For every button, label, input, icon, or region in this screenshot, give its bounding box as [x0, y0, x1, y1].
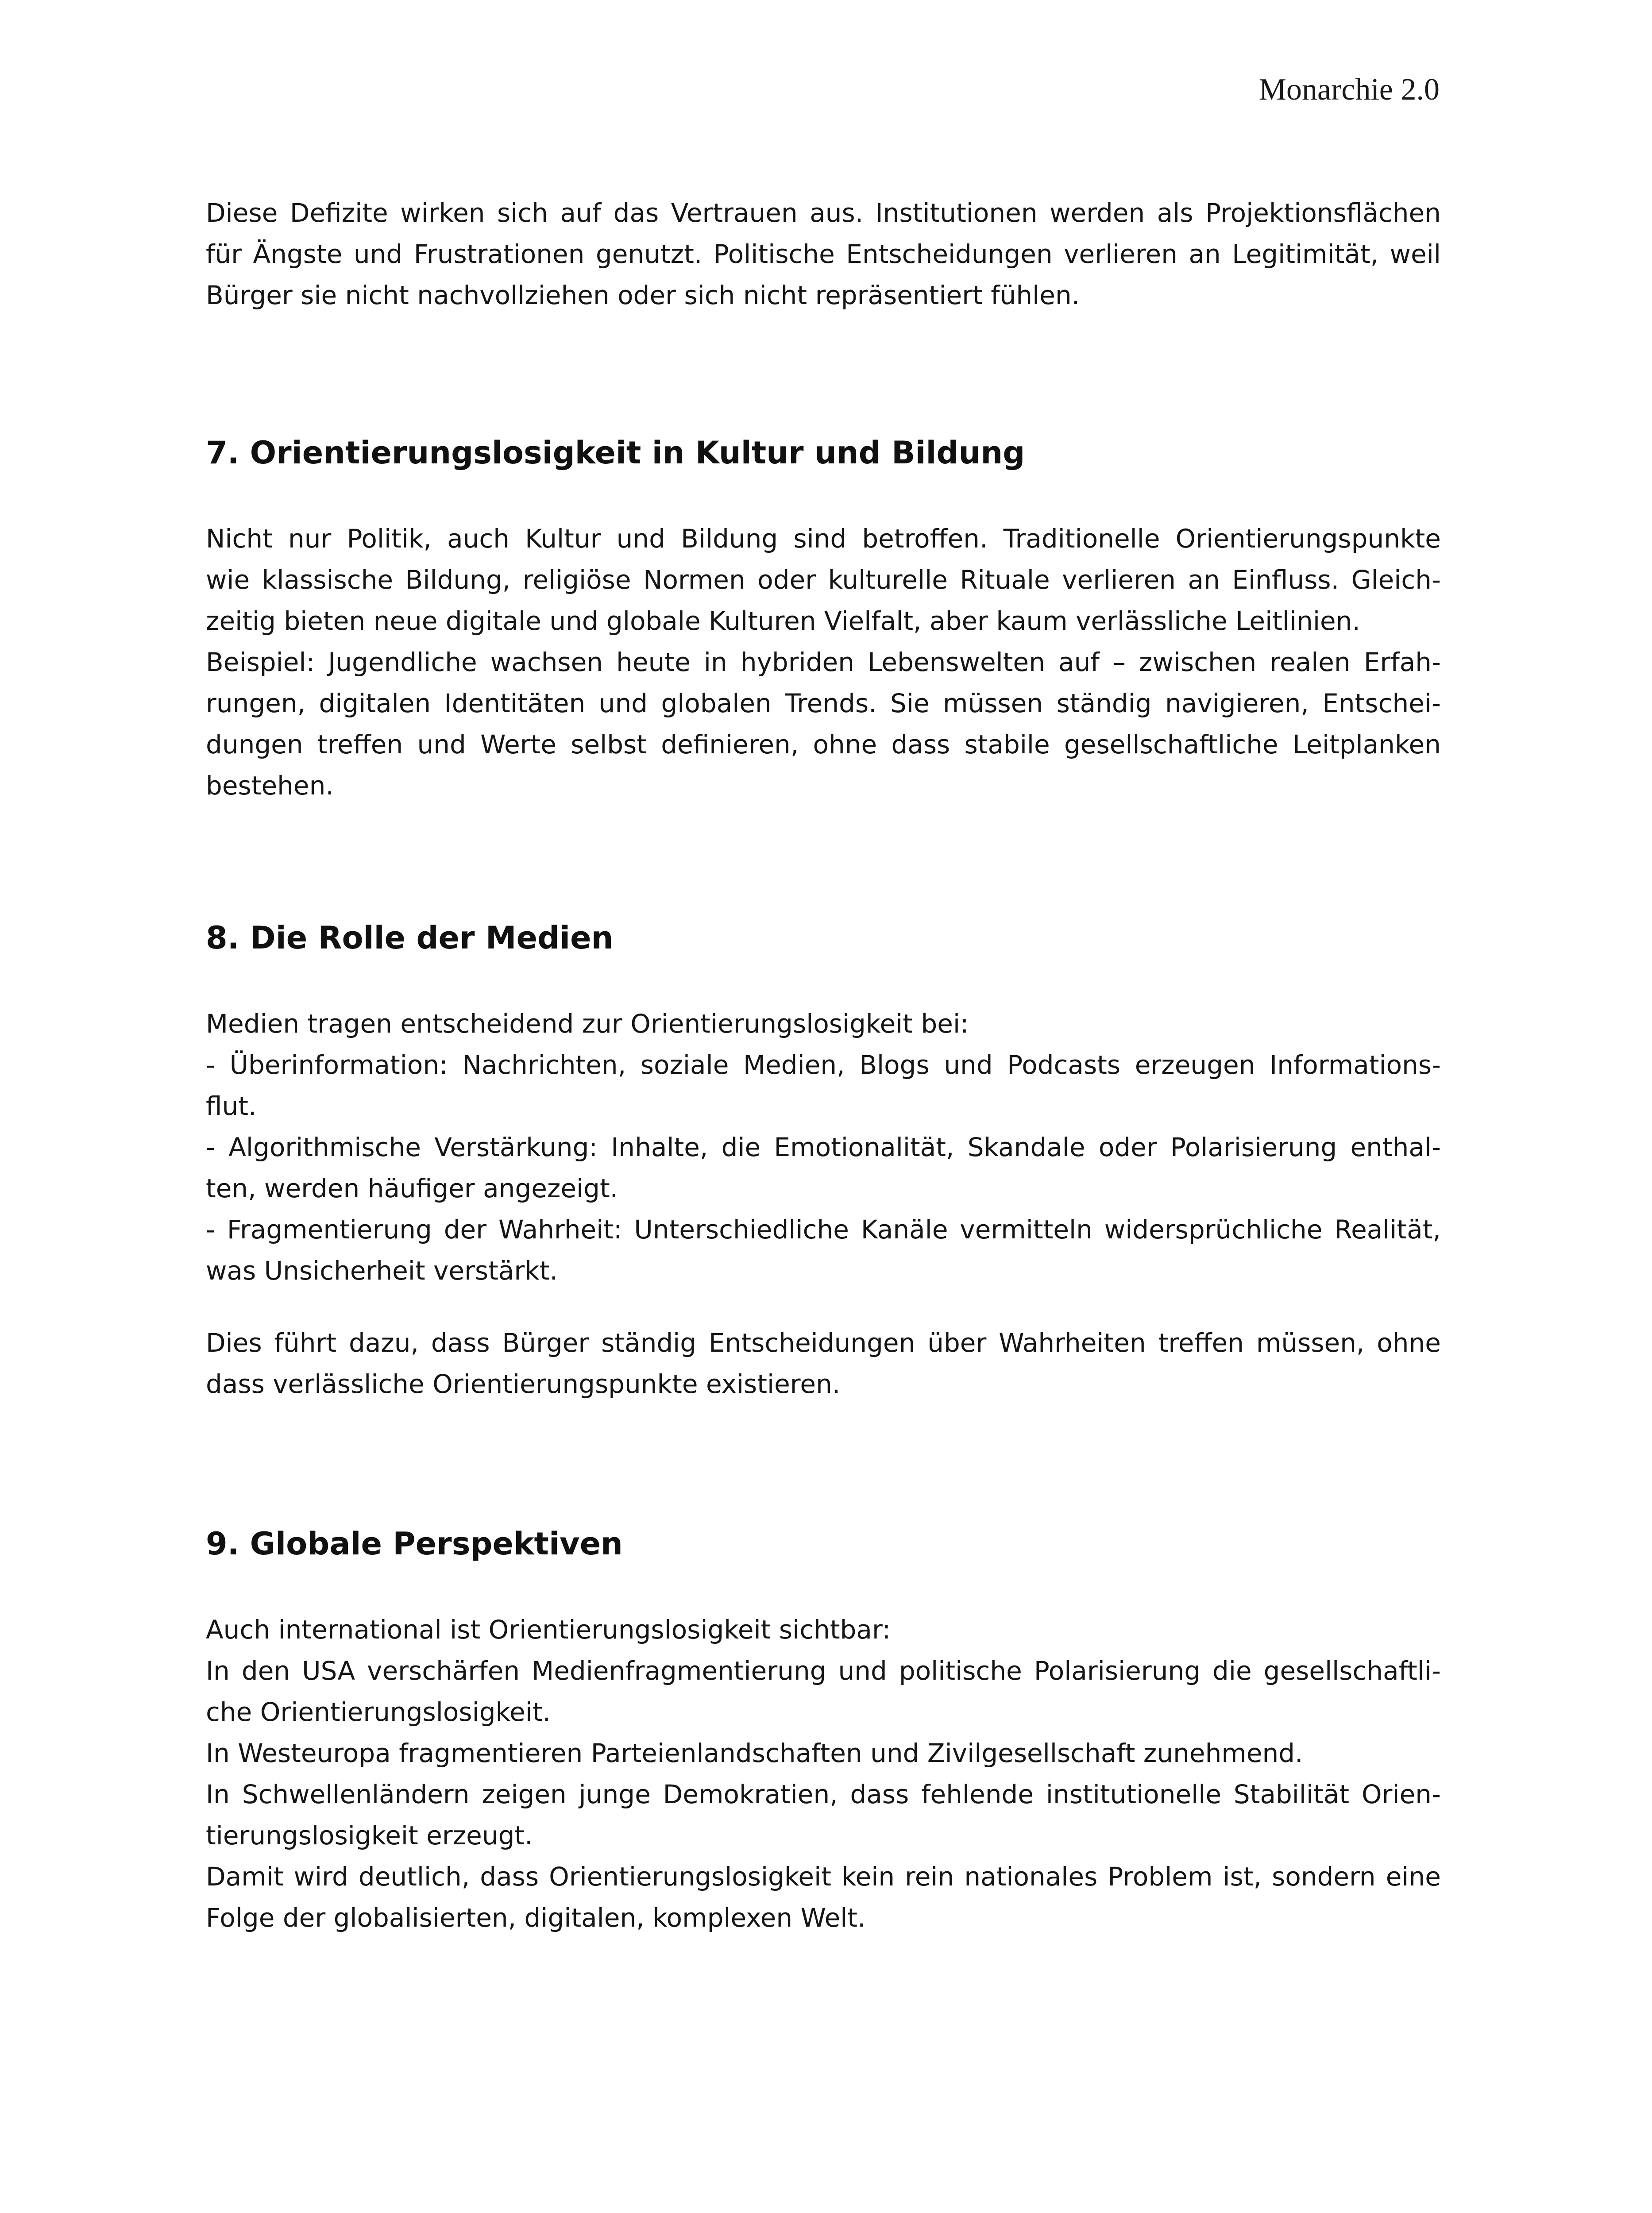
section-8-closing-paragraph — [206, 1322, 1441, 1405]
text-line: dass verlässliche Orientierungspunkte existieren. — [206, 1369, 841, 1399]
text-line: was Unsicherheit verstärkt. — [206, 1256, 558, 1286]
text-line: dungen treffen und Werte selbst definieren, ohne dass stabile gesellschaftliche Leitplanken — [206, 729, 1441, 760]
text-line: Auch international ist Orientierungslosigkeit sichtbar: — [206, 1615, 891, 1645]
text-line: zeitig bieten neue digitale und globale Kulturen Vielfalt, aber kaum verlässliche Leitlinien. — [206, 606, 1360, 636]
text-line: Diese Defizite wirken sich auf das Vertrauen aus. Institutionen werden als Projektionsflächen — [206, 198, 1441, 228]
text-line: In Schwellenländern zeigen junge Demokratien, dass fehlende institutionelle Stabilität Orien- — [206, 1779, 1441, 1809]
text-line: Nicht nur Politik, auch Kultur und Bildung sind betroffen. Traditionelle Orientierungspunkte — [206, 524, 1441, 554]
text-line: bestehen. — [206, 771, 334, 801]
text-line: Damit wird deutlich, dass Orientierungslosigkeit kein rein nationales Problem ist, sondern eine — [206, 1862, 1441, 1892]
text-line: ten, werden häufiger angezeigt. — [206, 1173, 618, 1203]
section-heading-9: 9. Globale Perspektiven — [206, 1526, 623, 1562]
text-line: wie klassische Bildung, religiöse Normen oder kulturelle Rituale verlieren an Einfluss. Gleich- — [206, 565, 1441, 595]
text-line: Beispiel: Jugendliche wachsen heute in hybriden Lebenswelten auf – zwischen realen Erfah- — [206, 647, 1441, 677]
text-line: - Überinformation: Nachrichten, soziale Medien, Blogs und Podcasts erzeugen Informations- — [206, 1050, 1441, 1080]
section-7-paragraph — [206, 518, 1441, 806]
section-9-paragraph — [206, 1609, 1441, 1939]
text-line: In den USA verschärfen Medienfragmentierung und politische Polarisierung die gesellschaftli- — [206, 1656, 1441, 1686]
text-line: tierungslosigkeit erzeugt. — [206, 1820, 533, 1851]
text-line: - Algorithmische Verstärkung: Inhalte, die Emotionalität, Skandale oder Polarisierung enthal- — [206, 1132, 1441, 1162]
text-line: In Westeuropa fragmentieren Parteienlandschaften und Zivilgesellschaft zunehmend. — [206, 1738, 1303, 1768]
text-line: Folge der globalisierten, digitalen, komplexen Welt. — [206, 1903, 866, 1933]
text-line: - Fragmentierung der Wahrheit: Unterschiedliche Kanäle vermitteln widersprüchliche Realität, — [206, 1214, 1441, 1245]
running-header: Monarchie 2.0 — [1258, 73, 1440, 107]
section-heading-7: 7. Orientierungslosigkeit in Kultur und Bildung — [206, 435, 1025, 471]
section-8-paragraph — [206, 1003, 1441, 1292]
text-line: Medien tragen entscheidend zur Orientierungslosigkeit bei: — [206, 1009, 969, 1039]
text-line: Bürger sie nicht nachvollziehen oder sich nicht repräsentiert fühlen. — [206, 280, 1080, 310]
section-heading-8: 8. Die Rolle der Medien — [206, 920, 614, 956]
text-line: Dies führt dazu, dass Bürger ständig Entscheidungen über Wahrheiten treffen müssen, ohne — [206, 1328, 1441, 1358]
text-line: für Ängste und Frustrationen genutzt. Politische Entscheidungen verlieren an Legitimität, weil — [206, 239, 1441, 269]
text-line: flut. — [206, 1091, 257, 1121]
text-line: che Orientierungslosigkeit. — [206, 1697, 551, 1727]
intro-paragraph — [206, 193, 1441, 316]
text-line: rungen, digitalen Identitäten und globalen Trends. Sie müssen ständig navigieren, Entschei- — [206, 688, 1441, 718]
